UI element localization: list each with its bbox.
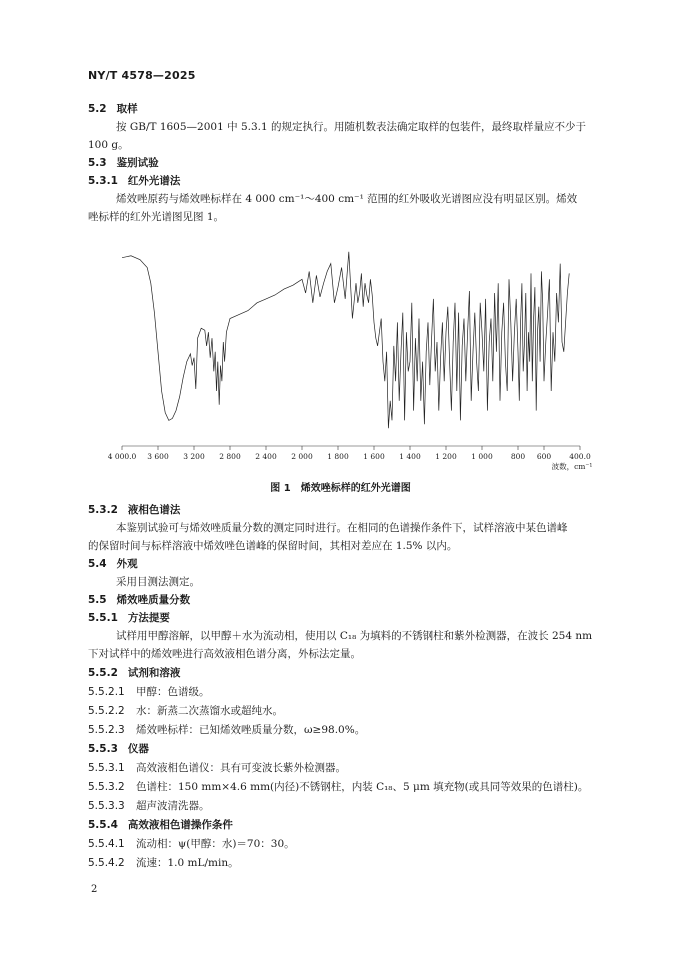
heading-title: 高效液相色谱操作条件 [127, 819, 233, 831]
x-axis-unit-label: 波数，cm⁻¹ [551, 462, 593, 471]
x-tick-label: 1 200 [435, 452, 457, 461]
clause-text: 烯效唑标样：已知烯效唑质量分数，ω≥98.0%。 [136, 724, 366, 736]
clause-5-5-2-1 [88, 685, 210, 699]
paragraph-line: 下对试样中的烯效唑进行高效液相色谱分离，外标法定量。 [88, 648, 361, 660]
heading-number: 5.2 [88, 103, 107, 115]
x-tick-label: 3 600 [147, 452, 169, 461]
x-tick-label: 2 800 [219, 452, 241, 461]
spectrum-series-line [122, 252, 569, 428]
clause-text: 色谱柱：150 mm×4.6 mm(内径)不锈钢柱，内装 C₁₈、5 μm 填充物(或具同等效果的色谱柱)。 [136, 781, 589, 793]
ir-spectrum-svg [107, 240, 604, 480]
heading-5-4 [88, 557, 138, 571]
clause-5-5-3-2 [88, 780, 588, 794]
heading-number: 5.5.3 [88, 743, 118, 755]
clause-number: 5.5.2.3 [88, 724, 125, 736]
clause-number: 5.5.4.2 [88, 857, 125, 869]
heading-number: 5.5 [88, 594, 107, 606]
x-tick-label: 3 200 [183, 452, 205, 461]
x-axis-tick-labels [108, 452, 591, 461]
heading-number: 5.3 [88, 157, 107, 169]
clause-number: 5.5.2.1 [88, 686, 125, 698]
heading-number: 5.3.2 [88, 504, 118, 516]
heading-number: 5.4 [88, 558, 107, 570]
clause-number: 5.5.3.2 [88, 781, 125, 793]
heading-number: 5.3.1 [88, 175, 118, 187]
clause-5-5-4-2 [88, 856, 239, 870]
clause-5-5-2-2 [88, 704, 283, 718]
clause-number: 5.5.3.1 [88, 762, 125, 774]
heading-5-5-3 [88, 742, 149, 756]
heading-title: 方法提要 [127, 612, 170, 624]
paragraph-line: 唑标样的红外光谱图见图 1。 [88, 211, 225, 223]
heading-title: 取样 [116, 103, 138, 115]
heading-5-3-1 [88, 174, 180, 188]
heading-5-5 [88, 593, 190, 607]
heading-title: 液相色谱法 [127, 504, 181, 516]
heading-title: 仪器 [127, 743, 149, 755]
x-tick-label: 1 000 [471, 452, 493, 461]
heading-title: 鉴别试验 [116, 157, 159, 169]
heading-5-5-4 [88, 818, 233, 832]
clause-number: 5.5.4.1 [88, 838, 125, 850]
x-tick-label: 2 000 [291, 452, 313, 461]
heading-5-5-2 [88, 666, 180, 680]
paragraph-line: 本鉴别试验可与烯效唑质量分数的测定同时进行。在相同的色谱操作条件下，试样溶液中某色谱峰 [116, 522, 568, 534]
x-tick-label: 4 000.0 [107, 452, 137, 461]
x-tick-label: 600 [536, 452, 552, 461]
clause-number: 5.5.3.3 [88, 800, 125, 812]
x-tick-label: 2 400 [255, 452, 277, 461]
clause-text: 流动相：ψ(甲醇：水)＝70：30。 [136, 838, 295, 850]
clause-text: 高效液相色谱仪：具有可变波长紫外检测器。 [136, 762, 346, 774]
clause-5-5-2-3 [88, 723, 365, 737]
ir-spectrum-chart [107, 240, 604, 480]
page-number: 2 [91, 884, 98, 895]
standard-code: NY/T 4578—2025 [88, 69, 196, 82]
heading-number: 5.5.2 [88, 667, 118, 679]
clause-5-5-3-3 [88, 799, 210, 813]
heading-5-5-1 [88, 611, 170, 625]
clause-text: 超声波清洗器。 [136, 800, 210, 812]
clause-5-5-4-1 [88, 837, 295, 851]
x-tick-label: 1 400 [399, 452, 421, 461]
clause-5-5-3-1 [88, 761, 346, 775]
clause-text: 水：新蒸二次蒸馏水或超纯水。 [136, 705, 283, 717]
x-tick-label: 800 [510, 452, 526, 461]
paragraph-line: 按 GB/T 1605—2001 中 5.3.1 的规定执行。用随机数表法确定取样的包装件，最终取样量应不少于 [116, 121, 586, 133]
heading-title: 外观 [116, 558, 138, 570]
figure-caption: 图 1 烯效唑标样的红外光谱图 [270, 483, 411, 494]
heading-number: 5.5.4 [88, 819, 118, 831]
x-tick-label: 400.0 [569, 452, 591, 461]
clause-number: 5.5.2.2 [88, 705, 125, 717]
heading-5-2 [88, 102, 138, 116]
x-tick-label: 1 600 [363, 452, 385, 461]
paragraph-line: 试样用甲醇溶解，以甲醇＋水为流动相，使用以 C₁₈ 为填料的不锈钢柱和紫外检测器，在波长 254 nm [116, 630, 593, 642]
paragraph-line: 的保留时间与标样溶液中烯效唑色谱峰的保留时间，其相对差应在 1.5% 以内。 [88, 540, 458, 552]
paragraph-line: 100 g。 [88, 139, 129, 151]
heading-5-3-2 [88, 503, 180, 517]
heading-title: 试剂和溶液 [127, 667, 181, 679]
x-tick-label: 1 800 [327, 452, 349, 461]
heading-title: 红外光谱法 [127, 175, 181, 187]
clause-text: 流速：1.0 mL/min。 [136, 857, 239, 869]
x-axis-ticks [122, 446, 580, 450]
heading-number: 5.5.1 [88, 612, 118, 624]
heading-5-3 [88, 156, 159, 170]
heading-title: 烯效唑质量分数 [116, 594, 191, 606]
paragraph-line: 烯效唑原药与烯效唑标样在 4 000 cm⁻¹～400 cm⁻¹ 范围的红外吸收光谱图应没有明显区别。烯效 [116, 193, 578, 205]
paragraph-line: 采用目测法测定。 [116, 576, 200, 588]
clause-text: 甲醇：色谱级。 [136, 686, 210, 698]
